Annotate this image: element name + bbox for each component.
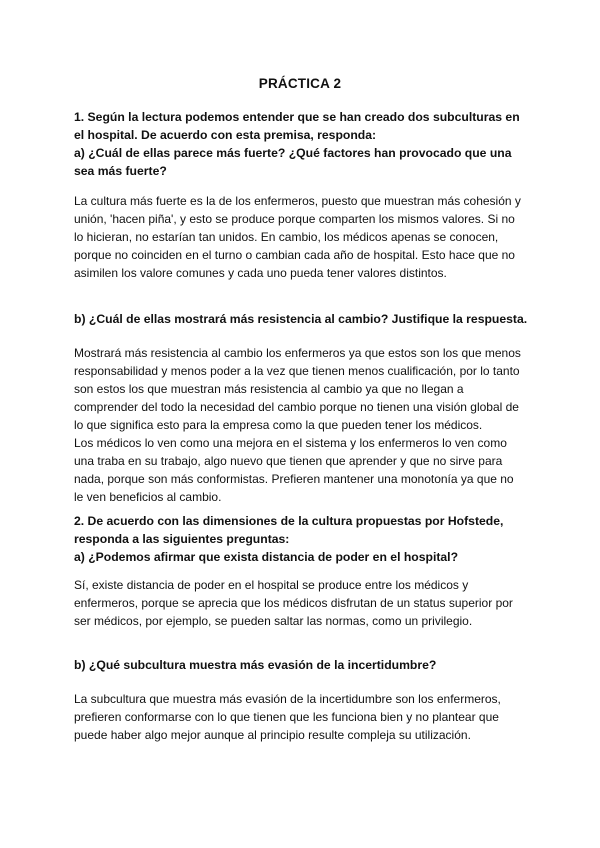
question-2-line: 2. De acuerdo con las dimensiones de la cultura propuestas por Hofstede, [74, 514, 504, 528]
answer-1a-line: unión, 'hacen piña', y esto se produce porque comparten los mismos valores. Si no [74, 212, 515, 226]
question-1-line: el hospital. De acuerdo con esta premisa, responda: [74, 128, 377, 142]
answer-1a-line: porque no coinciden en el turno o cambian cada año de hospital. Esto hace que no [74, 248, 515, 262]
page-title: PRÁCTICA 2 [258, 76, 342, 91]
answer-2a [74, 576, 536, 630]
answer-2b [74, 690, 536, 744]
answer-1b-line: le ven beneficios al cambio. [74, 490, 222, 504]
question-2b-line: b) ¿Qué subcultura muestra más evasión de la incertidumbre? [74, 658, 437, 672]
answer-1b-line: Los médicos lo ven como una mejora en el sistema y los enfermeros lo ven como [74, 436, 507, 450]
answer-1b-line: lo que significa esto para la empresa como la que pueden tener los médicos. [74, 418, 483, 432]
question-2 [74, 512, 532, 566]
question-2-line: responda a las siguientes preguntas: [74, 532, 290, 546]
answer-2a-line: Sí, existe distancia de poder en el hospital se produce entre los médicos y [74, 578, 469, 592]
answer-1b-line: Mostrará más resistencia al cambio los enfermeros ya que estos son los que menos [74, 346, 521, 360]
answer-2b-line: prefieren conformarse con lo que tienen que les funciona bien y no plantear que [74, 710, 499, 724]
answer-1a-line: lo hicieran, no estarían tan unidos. En cambio, los médicos apenas se conocen, [74, 230, 499, 244]
answer-2b-line: La subcultura que muestra más evasión de la incertidumbre son los enfermeros, [74, 692, 501, 706]
answer-2a-line: enfermeros, porque se aprecia que los médicos disfrutan de un status superior por [74, 596, 513, 610]
question-1-line: sea más fuerte? [74, 164, 167, 178]
question-1-line: a) ¿Cuál de ellas parece más fuerte? ¿Qué factores han provocado que una [74, 146, 512, 160]
answer-1a-line: asimilen los valore comunes y cada uno pueda tener valores distintos. [74, 266, 447, 280]
question-1 [74, 108, 532, 180]
answer-1a-line: La cultura más fuerte es la de los enfermeros, puesto que muestran más cohesión y [74, 194, 521, 208]
answer-2a-line: ser médicos, por ejemplo, se pueden saltar las normas, como un privilegio. [74, 614, 473, 628]
answer-1b [74, 344, 536, 506]
question-2b [74, 656, 532, 674]
question-1-line: 1. Según la lectura podemos entender que se han creado dos subculturas en [74, 110, 520, 124]
answer-1a [74, 192, 536, 282]
answer-1b-line: nada, porque son más conformistas. Prefieren mantener una monotonía ya que no [74, 472, 514, 486]
answer-1b-line: responsabilidad y menos poder a la vez que tienen menos cualificación, por lo tanto [74, 364, 520, 378]
answer-1b-line: una traba en su trabajo, algo nuevo que tienen que aprender y que no sirve para [74, 454, 503, 468]
question-1b-line: b) ¿Cuál de ellas mostrará más resistencia al cambio? Justifique la respuesta. [74, 312, 528, 326]
question-1b [74, 310, 532, 328]
answer-1b-line: comprender del todo la necesidad del cambio porque no tienen una visión global de [74, 400, 519, 414]
question-2-line: a) ¿Podemos afirmar que exista distancia de poder en el hospital? [74, 550, 459, 564]
answer-2b-line: puede haber algo mejor aunque al principio resulte compleja su utilización. [74, 728, 471, 742]
answer-1b-line: son estos los que muestran más resistencia al cambio ya que no llegan a [74, 382, 464, 396]
